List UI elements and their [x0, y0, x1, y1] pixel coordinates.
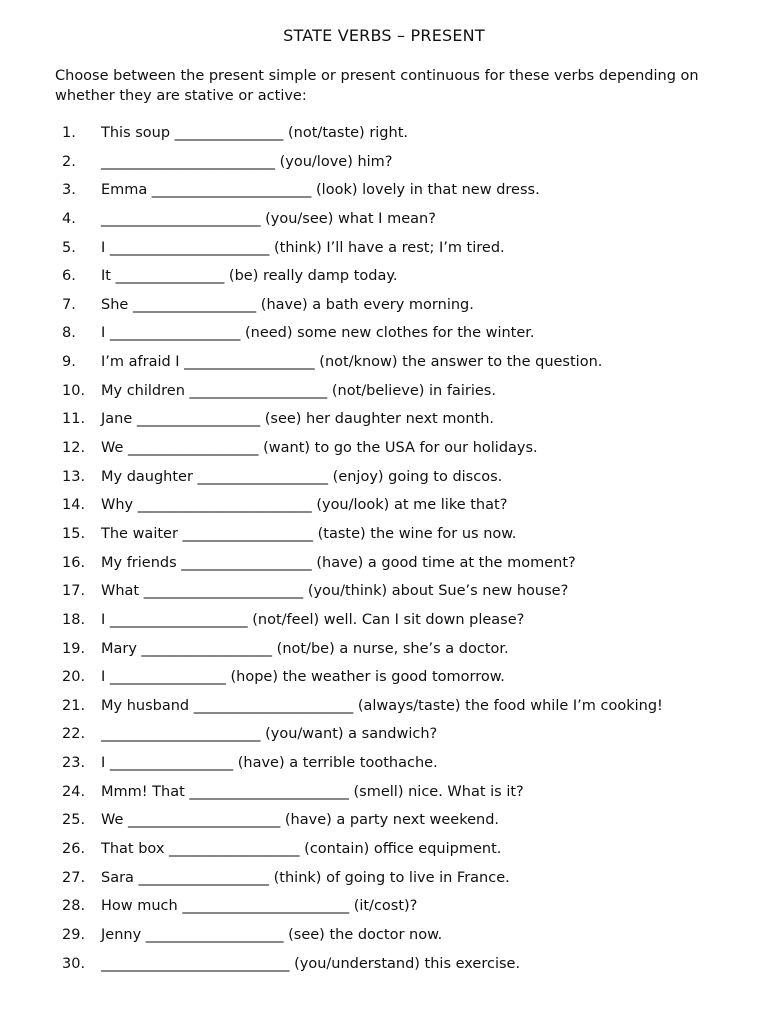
exercise-sentence: Why ________________________ (you/look) at me like that?: [101, 497, 508, 514]
exercise-sentence: Emma ______________________ (look) lovely in that new dress.: [101, 182, 540, 199]
exercise-item: [0, 810, 768, 839]
exercise-item: [0, 839, 768, 868]
exercise-item: [0, 925, 768, 954]
exercise-sentence: I ______________________ (think) I’ll have a rest; I’m tired.: [101, 239, 505, 256]
exercise-number: 18.: [62, 611, 86, 628]
page-title: STATE VERBS – PRESENT: [283, 26, 485, 45]
exercise-item: [0, 180, 768, 209]
exercise-item: [0, 409, 768, 438]
exercise-sentence: That box __________________ (contain) office equipment.: [101, 841, 502, 858]
exercise-item: [0, 553, 768, 582]
exercise-number: 25.: [62, 812, 86, 829]
exercise-item: [0, 467, 768, 496]
exercise-sentence: I’m afraid I __________________ (not/know) the answer to the question.: [101, 354, 603, 371]
exercise-number: 6.: [62, 268, 76, 285]
exercise-number: 30.: [62, 955, 86, 972]
exercise-sentence: We __________________ (want) to go the USA for our holidays.: [101, 440, 538, 457]
exercise-item: [0, 438, 768, 467]
exercise-sentence: What ______________________ (you/think) about Sue’s new house?: [101, 583, 569, 600]
exercise-number: 1.: [62, 125, 76, 141]
exercise-sentence: My friends __________________ (have) a good time at the moment?: [101, 554, 576, 571]
exercise-number: 8.: [62, 325, 76, 342]
exercise-item: [0, 696, 768, 725]
exercise-sentence: My husband ______________________ (always/taste) the food while I’m cooking!: [101, 697, 663, 714]
exercise-item: [0, 639, 768, 668]
exercise-item: [0, 868, 768, 897]
exercise-number: 22.: [62, 726, 86, 743]
exercise-item: [0, 295, 768, 324]
exercise-item: [0, 238, 768, 267]
exercise-item: [0, 495, 768, 524]
exercise-item: [0, 524, 768, 553]
exercise-sentence: __________________________ (you/understand) this exercise.: [101, 955, 521, 972]
exercise-item: [0, 209, 768, 238]
exercise-sentence: This soup _______________ (not/taste) right.: [101, 125, 408, 141]
exercise-item: [0, 152, 768, 181]
instructions: Choose between the present simple or present continuous for these verbs depending on whether they are stative or active:: [55, 68, 699, 104]
exercise-sentence: Sara __________________ (think) of going to live in France.: [101, 869, 510, 886]
exercise-item: [0, 352, 768, 381]
exercise-number: 29.: [62, 926, 86, 943]
exercise-number: 11.: [62, 411, 86, 428]
exercise-number: 24.: [62, 783, 86, 800]
exercise-number: 13.: [62, 468, 86, 485]
exercise-sentence: She _________________ (have) a bath every morning.: [101, 296, 474, 313]
exercise-number: 17.: [62, 583, 86, 600]
exercise-number: 14.: [62, 497, 86, 514]
exercise-number: 7.: [62, 296, 76, 313]
exercise-sentence: Mary __________________ (not/be) a nurse, she’s a doctor.: [101, 640, 509, 657]
exercise-sentence: ________________________ (you/love) him?: [101, 153, 393, 170]
exercise-item: [0, 896, 768, 925]
exercise-list: [0, 123, 768, 982]
exercise-number: 3.: [62, 182, 76, 199]
exercise-item: [0, 753, 768, 782]
exercise-sentence: I _________________ (have) a terrible toothache.: [101, 755, 438, 772]
exercise-sentence: My children ___________________ (not/believe) in fairies.: [101, 382, 496, 399]
exercise-item: [0, 724, 768, 753]
exercise-sentence: Jenny ___________________ (see) the doctor now.: [101, 926, 443, 943]
exercise-item: [0, 381, 768, 410]
exercise-number: 19.: [62, 640, 86, 657]
exercise-sentence: My daughter __________________ (enjoy) going to discos.: [101, 468, 503, 485]
exercise-item: [0, 123, 768, 152]
exercise-item: [0, 782, 768, 811]
exercise-number: 16.: [62, 554, 86, 571]
exercise-item: [0, 323, 768, 352]
exercise-number: 10.: [62, 382, 86, 399]
exercise-item: [0, 954, 768, 983]
exercise-number: 26.: [62, 841, 86, 858]
exercise-sentence: Mmm! That ______________________ (smell) nice. What is it?: [101, 783, 524, 800]
exercise-number: 2.: [62, 153, 76, 170]
exercise-item: [0, 610, 768, 639]
exercise-number: 20.: [62, 669, 86, 686]
exercise-sentence: I ___________________ (not/feel) well. Can I sit down please?: [101, 611, 525, 628]
exercise-item: [0, 581, 768, 610]
exercise-item: [0, 266, 768, 295]
exercise-sentence: ______________________ (you/see) what I mean?: [101, 210, 436, 227]
exercise-sentence: It _______________ (be) really damp today.: [101, 268, 398, 285]
exercise-sentence: Jane _________________ (see) her daughter next month.: [101, 411, 494, 428]
exercise-number: 21.: [62, 697, 86, 714]
exercise-number: 28.: [62, 898, 86, 915]
exercise-sentence: How much _______________________ (it/cost)?: [101, 898, 418, 915]
exercise-number: 5.: [62, 239, 76, 256]
exercise-item: [0, 667, 768, 696]
exercise-sentence: We _____________________ (have) a party next weekend.: [101, 812, 500, 829]
exercise-number: 27.: [62, 869, 86, 886]
exercise-sentence: ______________________ (you/want) a sandwich?: [101, 726, 438, 743]
exercise-number: 9.: [62, 354, 76, 371]
exercise-sentence: The waiter __________________ (taste) the wine for us now.: [101, 525, 517, 542]
exercise-sentence: I ________________ (hope) the weather is good tomorrow.: [101, 669, 505, 686]
exercise-number: 15.: [62, 525, 86, 542]
exercise-number: 23.: [62, 755, 86, 772]
exercise-number: 4.: [62, 210, 76, 227]
exercise-number: 12.: [62, 440, 86, 457]
exercise-sentence: I __________________ (need) some new clothes for the winter.: [101, 325, 535, 342]
